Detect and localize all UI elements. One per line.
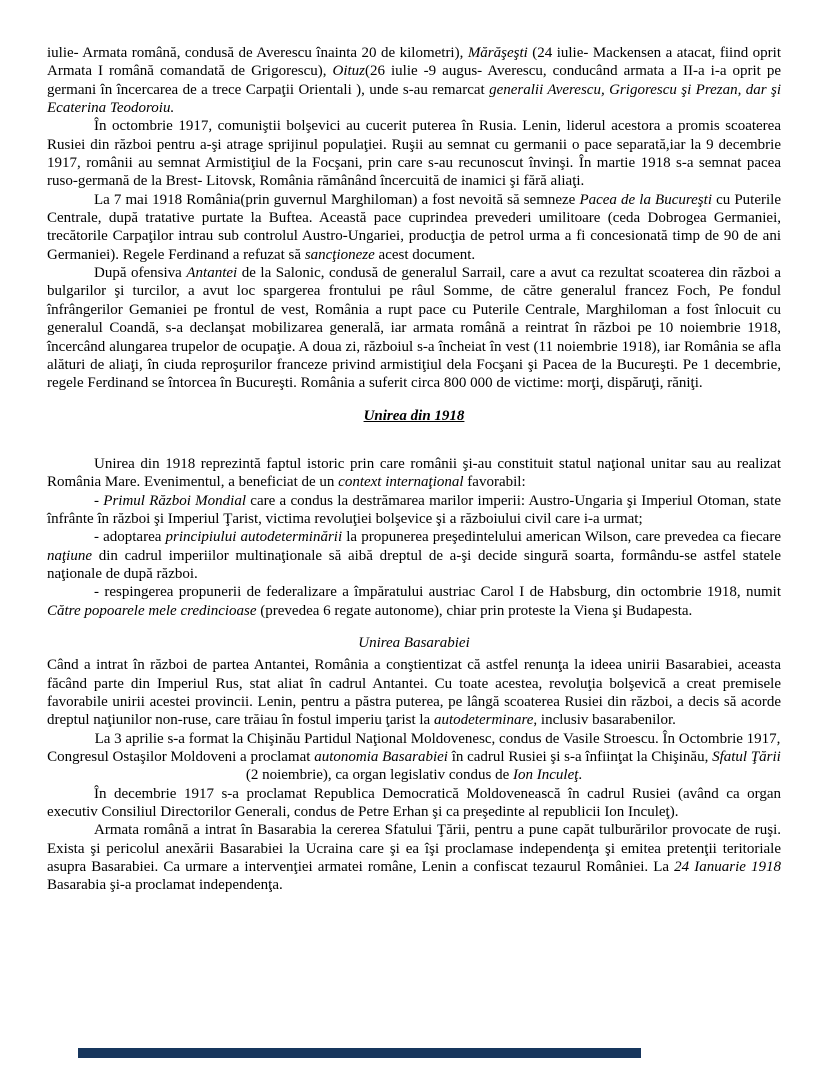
text-run: Armata română a intrat în Basarabia la cererea Sfatului Ţării, pentru a pune capăt tulburărilor provocate de ruşi. Exista şi pericolul anexării Basarabiei la Ucraina care şi ea îşi proclamase independenţa şi emitea pretenţii teritoriale asupra Basarabiei. Ca urmare a intervenţiei armatei române, Lenin a confiscat tezaurul României. La [47,822,781,876]
text-run: Basarabia şi-a proclamat independenţa. [47,877,283,894]
text-run: , inclusiv basarabenilor. [533,712,676,729]
text-run: Unirea din 1918 [363,407,465,424]
text-run: de la Salonic, condusă de generalul Sarrail, care a avut ca rezultat scoaterea din război a bulgarilor şi turcilor, a avut loc spargerea frontului pe râul Somme, de către generalul francez Foch, Pe fondul înfrângerilor Gemaniei pe frontul de vest, România a rupt pace cu Puterile Centrale, Marghiloman a fost înlocuit cu generalul Coandă, s-a declanşat mobilizarea generală, iar armata română a reintrat în război pe 10 noiembrie 1918, încercând alungarea trupelor de ocupaţie. A doua zi, războiul s-a încheiat în vest (11 noiembrie 1918), iar România se afla alături de aliaţi, în ciuda reproşurilor franceze privind armistiţiul dela Focşani şi Pacea de la Bucureşti. Pe 1 decembrie, regele Ferdinand se întorcea în Bucureşti. România a suferit circa 800 000 de victime: morţi, dispăruţi, răniţi. [47,265,781,392]
text-run: Sfatul Ţării [712,749,781,766]
text-run: - adoptarea [94,529,166,546]
text-run: favorabil: [463,474,526,491]
text-run: La 7 mai 1918 România(prin guvernul Marghiloman) a fost nevoită să semneze [94,191,580,208]
text-run: (26 iulie -9 augus- Averescu, conducând armata a II-a i-a oprit pe germani în încercarea de a trece Carpaţii Orientali ), unde s-au remarcat [47,63,781,98]
paragraph [47,730,781,785]
paragraph [47,117,781,190]
text-run: . [578,767,583,784]
text-run: În octombrie 1917, comuniştii bolşevici au cucerit puterea în Rusia. Lenin, liderul acestora a promis scoaterea Rusiei din război pentru a-şi atrage sprijinul populaţiei. Ruşii au semnat cu germanii o pace separată,iar la 9 decembrie 1917, românii au semnat Armistiţiul de la Focşani, prin care s-au recunoscut învinşi. În martie 1918 s-a semnat pacea ruso-germană de la Brest- Litovsk, România rămânând încercuită de inamici şi fără aliaţi. [47,118,781,190]
text-run: În decembrie 1917 s-a proclamat Republica Democratică Moldovenească în cadrul Rusiei (având ca organ executiv Consiliul Directorilor Generali, condus de Petre Erhan şi ca preşedinte al republicii Ion Inculeţ). [47,785,781,821]
text-run: în cadrul Rusiei şi s-a înfiinţat la Chişinău, [447,749,713,766]
paragraph [47,191,781,264]
text-run: Antantei [186,265,238,282]
text-run: Mărăşeşti [467,45,528,61]
text-run: Unirea din 1918 reprezintă faptul istoric prin care românii şi-au constituit statul naţional unitar sau au realizat România Mare. Evenimentul, a beneficiat de un [47,455,781,491]
paragraph [47,264,781,392]
text-run: (prevedea 6 regate autonome), chiar prin proteste la Viena şi Budapesta. [256,602,693,619]
text-run: Primul Război Mondial [103,492,247,509]
text-run: Către popoarele mele credincioase [47,602,257,619]
bottom-accent-bar [78,1048,641,1058]
text-run: autonomia Basarabiei [314,749,448,766]
text-run: iulie- Armata română, condusă de Averescu înainta 20 de kilometri), [47,45,468,61]
text-run: din cadrul imperiilor multinaţionale să aibă dreptul de a-şi decide singură soarta, formându-se astfel statele naţionale de după război. [47,547,781,582]
text-run: Unirea Basarabiei [358,634,470,651]
text-run: După ofensiva [94,265,187,282]
text-run: Când a intrat în război de partea Antantei, România a conştientizat că astfel renunţa la ideea unirii Basarabiei, aceasta făcând parte din Imperiul Rus, stat aliat în cadrul Antantei. Cu toate acestea, revoluţia bolşevică a creat premisele favorabile unirii acestei provincii. Lenin, pentru a păstra puterea, pe lângă scoaterea Rusiei din război, a decis să acorde dreptul naţiunilor non-ruse, care trăiau în fostul imperiu ţarist la [47,657,781,729]
text-run: care a condus la destrămarea marilor imperii: Austro-Ungaria şi Imperiul Otoman, state înfrânte în război şi Imperiul Ţarist, victima revoluţiei bolşevice şi a războiului civil care i-a urmat; [47,492,781,527]
text-run: - [94,492,104,509]
paragraph [47,44,781,117]
text-run: principiului autodeterminării [165,529,343,546]
text-run: naţiune [47,547,92,564]
text-run: sancţioneze [304,246,375,263]
text-run: La 3 aprilie s-a format la Chişinău Partidul Naţional Moldovenesc, condus de Vasile Stroescu. În Octombrie 1917, Congresul Ostaşilor Moldoveni a proclamat [47,730,781,766]
paragraph [47,492,781,529]
text-run: Ion Inculeţ [513,767,579,784]
text-run: autodeterminare [433,712,534,729]
text-run: Pacea de la Bucureşti [579,191,712,208]
text-run: 24 Ianuarie 1918 [674,859,781,876]
paragraph [47,528,781,583]
text-run: - respingerea propunerii de federalizare a împăratului austriac Carol I de Habsburg, din octombrie 1918, numit [94,584,781,601]
paragraph [47,455,781,492]
subsection-heading [47,634,781,652]
text-run: (2 noiembrie), ca organ legislativ condus de [245,767,513,784]
text-run: context internaţional [338,474,464,491]
paragraph [47,583,781,620]
text-run: generalii Averescu, Grigorescu şi Prezan, dar şi Ecaterina Teodoroiu. [47,81,781,117]
text-run: acest document. [374,246,476,263]
text-run: Oituz [332,63,365,80]
text-run: cu Puterile Centrale, după tratative purtate la Buftea. Această pace cuprindea prevederi umilitoare (ceda Dobrogea Germaniei, trecătorile Carpaţilor intrau sub controlul Austro-Ungariei, producţia de petrol urma a fi concesionată timp de 90 de ani Germaniei). Regele Ferdinand a refuzat să [47,191,781,263]
document-content [47,44,781,895]
section-heading [47,407,781,425]
text-run: la propunerea preşedintelului american Wilson, care prevedea ca fiecare [342,529,781,546]
paragraph [47,821,781,894]
text-run: (24 iulie- Mackensen a atacat, fiind oprit Armata I română comandată de Grigorescu), [47,45,781,80]
paragraph [47,785,781,822]
paragraph [47,656,781,729]
